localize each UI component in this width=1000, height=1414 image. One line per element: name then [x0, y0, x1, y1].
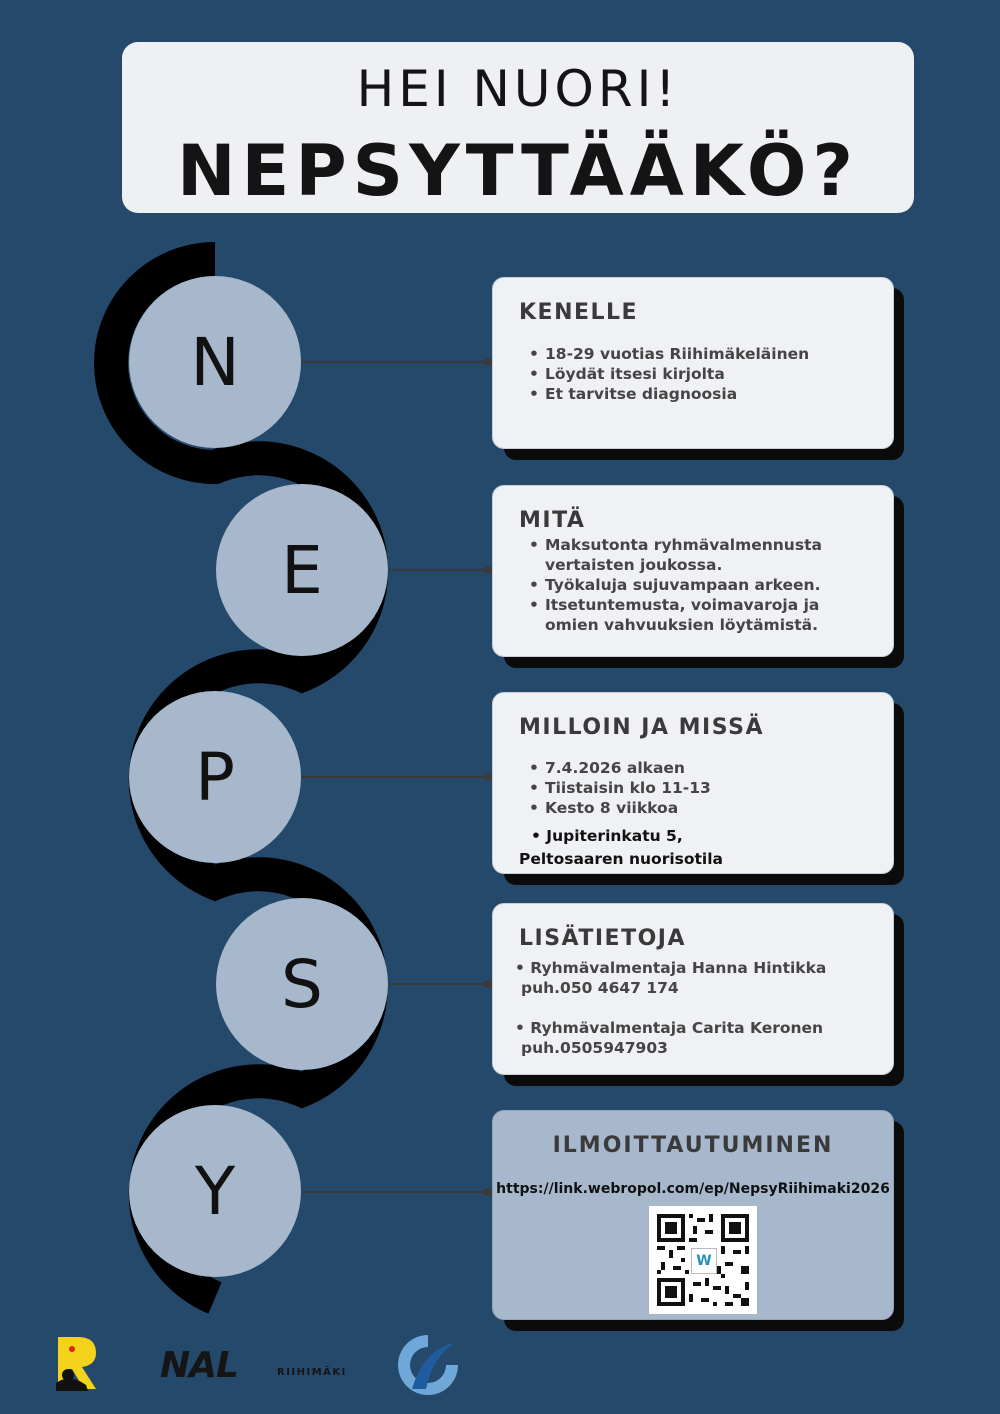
registration-link[interactable]: https://link.webropol.com/ep/NepsyRiihimaki2026 — [496, 1181, 890, 1197]
nal-logo: NAL — [160, 1345, 238, 1386]
list-item: • Maksutonta ryhmävalmennusta vertaisten joukossa. — [527, 535, 837, 575]
swoosh-logo-icon — [392, 1329, 464, 1401]
list-item: • Työkaluja sujuvampaan arkeen. — [527, 575, 837, 595]
title-greeting: HEI NUORI! — [356, 60, 680, 118]
card-list — [527, 758, 867, 818]
card-mita — [492, 485, 894, 657]
card-list — [527, 535, 837, 635]
card-heading: KENELLE — [519, 300, 639, 325]
card-heading: MILLOIN JA MISSÄ — [519, 715, 764, 740]
webropol-logo-icon: W — [691, 1248, 717, 1274]
list-item: • 7.4.2026 alkaen — [527, 758, 867, 778]
letter-circle-s: S — [216, 898, 388, 1070]
contact-name: • Ryhmävalmentaja Hanna Hintikka — [515, 959, 827, 977]
list-item: • Kesto 8 viikkoa — [527, 798, 867, 818]
contact-phone: puh.050 4647 174 — [521, 979, 679, 997]
card-ilmoittautuminen — [492, 1110, 894, 1320]
letter-circle-e: E — [216, 484, 388, 656]
letter-circle-y: Y — [129, 1105, 301, 1277]
location-line-1: • Jupiterinkatu 5, — [531, 827, 683, 845]
card-heading: MITÄ — [519, 508, 586, 533]
card-lisatietoja — [492, 903, 894, 1075]
list-item: • 18-29 vuotias Riihimäkeläinen — [527, 344, 867, 364]
contact-phone: puh.0505947903 — [521, 1039, 668, 1057]
card-kenelle — [492, 277, 894, 449]
r-logo-icon — [52, 1333, 100, 1393]
card-heading: ILMOITTAUTUMINEN — [552, 1133, 834, 1158]
title-question: NEPSYTTÄÄKÖ? — [176, 130, 860, 212]
card-heading: LISÄTIETOJA — [519, 926, 687, 951]
connector-y — [300, 1191, 490, 1193]
riihimaki-logo-text: RIIHIMÄKI — [277, 1367, 347, 1378]
location-line-2: Peltosaaren nuorisotila — [519, 850, 724, 868]
connector-p — [300, 776, 490, 778]
list-item: • Itsetuntemusta, voimavaroja ja omien vahvuuksien löytämistä. — [527, 595, 837, 635]
contact-name: • Ryhmävalmentaja Carita Keronen — [515, 1019, 824, 1037]
card-milloin — [492, 692, 894, 874]
list-item: • Löydät itsesi kirjolta — [527, 364, 867, 384]
qr-code[interactable] — [649, 1206, 757, 1314]
footer-logos — [0, 1325, 1000, 1405]
list-item: • Tiistaisin klo 11-13 — [527, 778, 867, 798]
connector-n — [300, 361, 490, 363]
card-list — [527, 344, 867, 404]
letter-circle-p: P — [129, 691, 301, 863]
connector-e — [388, 569, 490, 571]
letter-circle-n: N — [129, 276, 301, 448]
list-item: • Et tarvitse diagnoosia — [527, 384, 867, 404]
connector-s — [388, 983, 490, 985]
